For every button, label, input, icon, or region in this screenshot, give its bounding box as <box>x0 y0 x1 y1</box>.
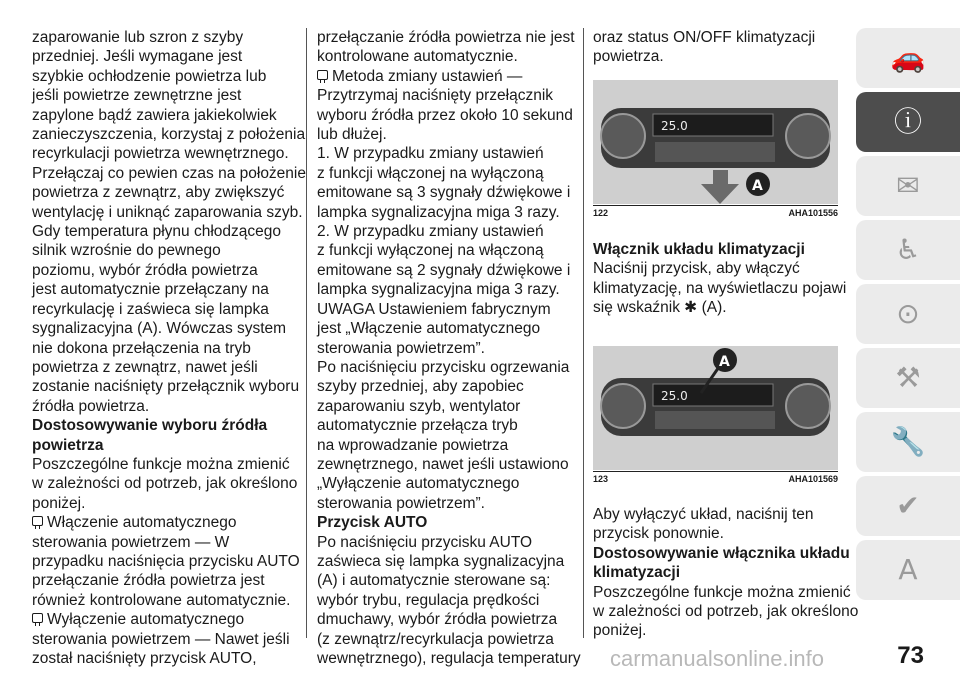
climate-panel-image <box>593 80 838 204</box>
section-heading: klimatyzacji <box>593 564 681 582</box>
text-line: przycisk ponownie. <box>593 525 724 543</box>
chapter-tab-6[interactable] <box>856 348 960 408</box>
key-steering-icon: ⊙ <box>896 297 920 330</box>
car-jack-icon: ⚒ <box>895 361 921 394</box>
text-line: przełączanie źródła powietrza jest <box>32 572 265 590</box>
text-line: Aby wyłączyć układ, naciśnij ten <box>593 506 814 523</box>
text-line: przedniej. Jeśli wymagane jest <box>32 48 243 66</box>
section-heading: Przycisk AUTO <box>317 514 428 532</box>
text-line: emitowane są 2 sygnały dźwiękowe i <box>317 261 571 279</box>
text-line: sygnalizacyjna (A). Wówczas system <box>32 320 287 338</box>
text-line: przypadku naciśnięcia przycisku AUTO <box>32 552 300 570</box>
text-line: wentylację i uniknąć zaparowania szyb. <box>32 203 303 221</box>
car-check-icon: ✔ <box>896 489 920 522</box>
text-column-3-bottom <box>593 505 858 641</box>
text-line: 1. W przypadku zmiany ustawień <box>317 145 544 163</box>
text-line: kontrolowane automatycznie. <box>317 48 518 66</box>
text-line: lampka sygnalizacyjna miga 3 razy. <box>317 281 560 299</box>
text-line: powietrza. <box>593 48 664 66</box>
callout-a: A <box>752 178 763 194</box>
text-line: Poszczególne funkcje można zmienić <box>593 583 851 601</box>
text-column-3-top <box>593 28 815 67</box>
text-line: lub dłużej. <box>317 126 387 144</box>
column-divider <box>306 28 307 638</box>
text-line: powietrza z zewnątrz, nawet jeśli <box>32 358 258 376</box>
ac-snowflake-icon: ✱ <box>680 299 698 317</box>
text-line: poniżej. <box>593 622 647 640</box>
text-column-1 <box>32 28 306 668</box>
display-temp: 25.0 <box>661 119 688 133</box>
car-info-icon: ⓘ <box>893 105 922 138</box>
figure-number: 122 <box>593 208 609 218</box>
wrench-car-icon: 🔧 <box>890 425 926 458</box>
text-line: klimatyzację, na wyświetlaczu pojawi <box>593 279 847 297</box>
column-divider <box>583 28 584 638</box>
text-line: Po naciśnięciu przycisku ogrzewania <box>317 358 570 376</box>
callout-a: A <box>719 354 730 370</box>
text-line: zewnętrznego, nawet jeśli ustawiono <box>317 455 569 473</box>
section-heading: powietrza <box>32 436 104 454</box>
text-line: się wskaźnik ✱ (A). <box>593 299 727 317</box>
climate-panel-image <box>593 346 838 470</box>
text-line: UWAGA Ustawieniem fabrycznym <box>317 300 551 318</box>
text-line: Przytrzymaj naciśnięty przełącznik <box>317 87 554 105</box>
chapter-tab-3[interactable] <box>856 156 960 216</box>
text-line: szyby przedniej, aby zapobiec <box>317 378 524 396</box>
car-warning-icon: 🚗 <box>890 41 926 74</box>
text-line: szybkie ochłodzenie powietrza lub <box>32 67 267 85</box>
text-line: jest „Włączenie automatycznego <box>317 320 541 338</box>
text-column-3-mid <box>593 240 846 318</box>
text-line: powietrza z zewnątrz, aby zwiększyć <box>32 184 285 202</box>
section-heading: Dostosowywanie wyboru źródła <box>32 417 268 435</box>
text-line: w zależności od potrzeb, jak określono <box>593 603 859 621</box>
light-mail-icon: ✉ <box>896 169 920 202</box>
text-line: z funkcji wyłączonej na włączoną <box>317 242 544 260</box>
chapter-tab-4[interactable] <box>856 220 960 280</box>
text-line: lampka sygnalizacyjna miga 3 razy. <box>317 203 560 221</box>
text-line: recyrkulacji powietrza wewnętrznego. <box>32 145 289 163</box>
text-line: zostanie naciśnięty przełącznik wyboru <box>32 378 300 396</box>
text-line: na wprowadzanie powietrza <box>317 436 509 454</box>
text-line: jest automatycznie przełączany na <box>32 281 269 299</box>
screen-bullet-icon <box>317 70 328 80</box>
text-line: sterowania powietrzem — W <box>32 533 230 551</box>
text-line: zaparowanie lub szron z szyby <box>32 29 244 46</box>
text-line: sterowania powietrzem”. <box>317 339 485 357</box>
text-line: Metoda zmiany ustawień — <box>317 67 579 86</box>
text-line: w zależności od potrzeb, jak określono <box>32 475 298 493</box>
text-line: automatycznie przełącza tryb <box>317 417 518 435</box>
text-line: przełączanie źródła powietrza nie jest <box>317 29 575 46</box>
chapter-tab-7[interactable] <box>856 412 960 472</box>
chapter-tabs <box>856 28 960 604</box>
text-line: dmuchawy, wybór źródła powietrza <box>317 611 558 629</box>
chapter-tab-9[interactable] <box>856 540 960 600</box>
text-line: Po naciśnięciu przycisku AUTO <box>317 533 533 551</box>
text-line: sterowania powietrzem”. <box>317 494 485 512</box>
text-line: 2. W przypadku zmiany ustawień <box>317 223 544 241</box>
chapter-tab-2[interactable] <box>856 92 960 152</box>
text-line: wewnętrznego), regulacja temperatury <box>317 650 581 667</box>
text-line: poniżej. <box>32 494 86 512</box>
text-line: zaparowaniu szyb, wentylator <box>317 397 521 415</box>
chapter-tab-1[interactable] <box>856 28 960 88</box>
screen-bullet-icon <box>32 613 43 623</box>
text-line: Gdy temperatura płynu chłodzącego <box>32 223 282 241</box>
text-line: zanieczyszczenia, korzystaj z położenia <box>32 126 306 144</box>
text-line: Wyłączenie automatycznego <box>32 610 294 629</box>
watermark: carmanualsonline.info <box>610 646 825 671</box>
text-line: zaświeca się lampka sygnalizacyjna <box>317 552 565 570</box>
alphabet-index-icon: A <box>898 553 918 586</box>
text-line: został naciśnięty przycisk AUTO, <box>32 650 257 667</box>
text-line: „Wyłączenie automatycznego <box>317 475 520 493</box>
text-line: wyboru źródła przez około 10 sekund <box>317 106 573 124</box>
text-line: (z zewnątrz/recyrkulacja powietrza <box>317 630 554 648</box>
section-heading: Dostosowywanie włącznika układu <box>593 544 850 562</box>
text-line: sterowania powietrzem — Nawet jeśli <box>32 630 290 648</box>
text-line: Naciśnij przycisk, aby włączyć <box>593 260 800 278</box>
figure-123 <box>593 346 838 484</box>
text-line: Włączenie automatycznego <box>32 513 294 532</box>
figure-number: 123 <box>593 474 609 484</box>
figure-code: AHA101556 <box>788 208 838 218</box>
text-line: emitowane są 3 sygnały dźwiękowe i <box>317 184 571 202</box>
text-line: zapylone bądź zawiera jakiekolwiek <box>32 106 277 124</box>
text-line: poziomu, wybór źródła powietrza <box>32 261 258 279</box>
text-line: jeśli powietrze zewnętrzne jest <box>32 87 242 105</box>
chapter-tab-5[interactable] <box>856 284 960 344</box>
text-line: nie dokona przełączenia na tryb <box>32 339 251 357</box>
page-number: 73 <box>897 642 924 669</box>
figure-122 <box>593 80 838 218</box>
text-column-2 <box>317 28 579 668</box>
text-line: również kontrolowane automatycznie. <box>32 591 291 609</box>
text-line: (A) i automatycznie sterowane są: <box>317 572 551 590</box>
airbag-seat-icon: ♿ <box>895 233 921 266</box>
text-line: z funkcji włączonej na wyłączoną <box>317 164 544 182</box>
text-line: wybór trybu, regulacja prędkości <box>317 591 540 609</box>
display-temp: 25.0 <box>661 389 688 403</box>
figure-caption <box>593 205 838 218</box>
text-line: źródła powietrza. <box>32 397 150 415</box>
text-line: silnik wzrośnie do pewnego <box>32 242 221 260</box>
figure-code: AHA101569 <box>788 474 838 484</box>
section-heading: Włącznik układu klimatyzacji <box>593 241 805 258</box>
text-line: recyrkulację i zaświeca się lampka <box>32 300 269 318</box>
screen-bullet-icon <box>32 516 43 526</box>
text-line: Przełączaj co pewien czas na położenie <box>32 164 306 182</box>
chapter-tab-8[interactable] <box>856 476 960 536</box>
text-line: oraz status ON/OFF klimatyzacji <box>593 29 816 46</box>
figure-caption <box>593 471 838 484</box>
text-line: Poszczególne funkcje można zmienić <box>32 455 290 473</box>
